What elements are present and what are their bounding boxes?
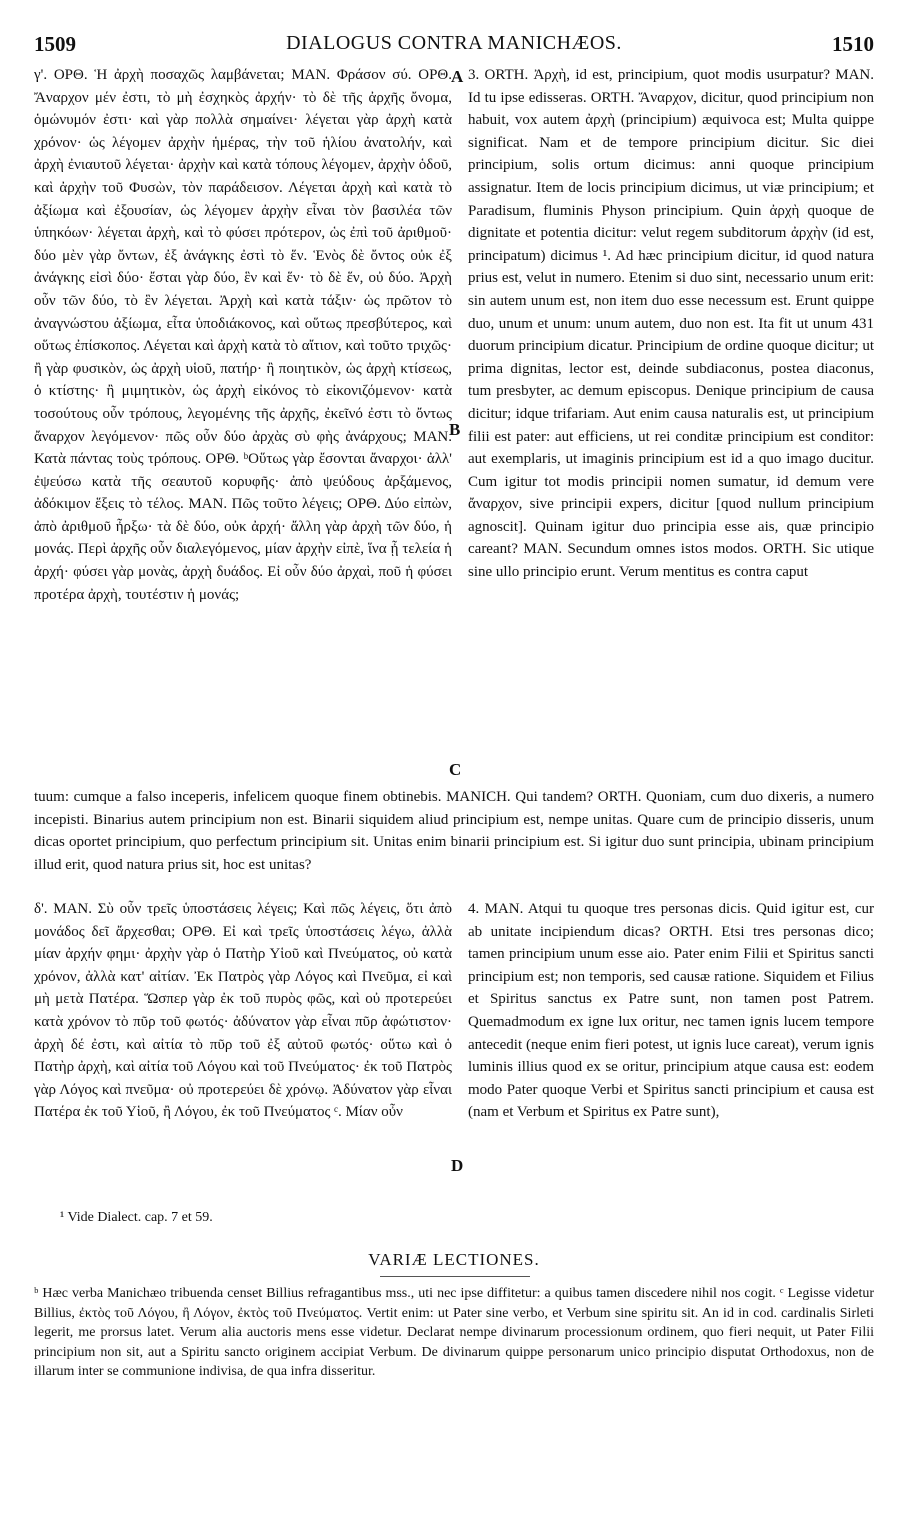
margin-marker-b: B bbox=[449, 420, 461, 439]
footnote: ¹ Vide Dialect. cap. 7 et 59. bbox=[60, 1210, 213, 1225]
running-title: DIALOGUS CONTRA MANICHÆOS. bbox=[286, 32, 622, 54]
greek-column-section-3 bbox=[34, 64, 452, 606]
latin-text-section-3: 3. ORTH. Ἀρχὴ, id est, principium, quot modis usurpatur? MAN. Id tu ipse edisseras. ORTH. Ἄναρχον, dicitur, quod principium non habuit, vox autem ἀρχὴ (principium) æquivoca est; Multa quippe significat. Nam et de tempore principium dicitur. Sic diei principium, solis ortum dicimus: anni quoque principium assignatur. Item de locis principium dicimus, ut viæ principium; et Paradisum, fluminis Physon principium. Quin ἀρχὴ quoque de dignitate et potentia dicitur: velut regem subditorum ἀρχὴν (id est, principatum) dicimus ¹. Ad hæc principium dicitur, id quod natura prius est, velut in numero. Etenim si duo sint, necessario unum erit: sin autem unum est, non item duo esse necessum est. Erunt quippe duo, unum et unum: unum autem, duo non est. Ita fit ut unum 431 duorum principium dicatur. Principium de ordine quoque dicitur; ut prima dignitas, lector est, deinde subdiaconus, postea diaconus, tum presbyter, ac demum episcopus. Denique principium de causa dicitur; idque trifariam. Aut enim causa naturalis est, ut principium filii est pater: aut efficiens, ut rei conditæ principium est conditor: aut exemplaris, ut imaginis principium est id a quo imago ducitur. Cum igitur tot modis principii nomen sumatur, id demum vere ἄναρχον, sive principii expers, dicitur [quod nullum principium agnoscit]. Quinam igitur duo principia esse ais, quæ principio careant? MAN. Secundum omnes istos modos. ORTH. Sic utique sine ullo principio erunt. Verum mentitus es contra caput bbox=[468, 67, 874, 581]
variae-lectiones-heading: VARIÆ LECTIONES. bbox=[368, 1250, 540, 1269]
greek-text-section-3: γ'. ΟΡΘ. Ἡ ἀρχὴ ποσαχῶς λαμβάνεται; ΜΑΝ. Φράσον σύ. ΟΡΘ. Ἄναρχον μέν ἐστι, τὸ μὴ ἐσχηκὸς ἀρχήν· τὸ δὲ τῆς ἀρχῆς ὄνομα, ὁμώνυμόν ἐστι· καὶ γὰρ πολλὰ σημαίνει· λέγεται γὰρ ἀρχὴ κατὰ χρόνον· ὡς λέγομεν ἀρχὴν ἡμέρας, τὴν τοῦ ἡλίου ἀνατολήν, καὶ ἀρχὴ ἐνιαυτοῦ λέγεται· ἀρχὴν καὶ κατὰ τόπους λέγομεν, ἀρχὴν ὁδοῦ, καὶ ἀρχὴν τοῦ Φυσὼν, τὸν παράδεισον. Λέγεται ἀρχὴ καὶ κατὰ τὸ ἀξίωμα καὶ ἐξουσίαν, ὡς λέγομεν ἀρχὴν εἶναι τὸν βασιλέα τῶν ὑπηκόων· λέγεται ἀρχὴ, καὶ τὸ φύσει πρότερον, ὡς ἐπὶ τοῦ ἀριθμοῦ· δύο μὲν γὰρ ὄντων, ἐξ ἀνάγκης ἐστὶ τὸ ἕν. Ἑνὸς δὲ ὄντος οὐκ ἐξ ἀνάγκης εἰσὶ δύο· ἔσται γὰρ δύο, ἓν καὶ ἕν· τὸ δὲ ἕν, οὐ δύο. Ἀρχὴ οὖν τῶν δύο, τὸ ἓν λέγεται. Ἀρχὴ καὶ κατὰ τάξιν· ὡς πρῶτον τὸ ἀναγνώστου ἀξίωμα, εἶτα ὑποδιάκονος, καὶ οὕτως πρεσβύτερος, καὶ οὕτως ἐπίσκοπος. Λέγεται καὶ ἀρχὴ κατὰ τὸ αἴτιον, καὶ τοῦτο τριχῶς· ἢ γὰρ φυσικὸν, ὡς ἀρχὴ υἱοῦ, πατήρ· ἢ ποιητικὸν, ὡς ἀρχὴ κτίσεως, ὁ κτίστης· ἢ μιμητικὸν, ὡς ἀρχὴ εἰκόνος τὸ εἰκονιζόμενον· κατὰ τοσούτους οὖν τρόπους, λεγομένης τῆς ἀρχῆς, ἐκεῖνό ἐστι τὸ ὄντως ἄναρχον λεγόμενον· πῶς οὖν δύο ἀρχὰς σὺ φὴς ἀνάρχους; ΜΑΝ. Κατὰ πάντας τοὺς τρόπους. ΟΡΘ. ᵇΟὕτως γὰρ ἔσονται ἄναρχοι· ἀλλ' ἐψεύσω κατὰ τῆς σεαυτοῦ κορυφῆς· ἀπὸ ψεύδους ἀρξάμενος, ἀδόκιμον ἕξεις τὸ τέλος. ΜΑΝ. Πῶς τοῦτο λέγεις; ΟΡΘ. Δύο εἰπὼν, ἀπὸ ἀριθμοῦ ἦρξω· τὰ δὲ δύο, οὐκ ἀρχή· ἄλλη γὰρ ἀρχὴ τῶν δύο, ἡ μονάς. Περὶ ἀρχῆς οὖν διαλεγόμενος, μίαν ἀρχὴν εἰπὲ, ἵνα ᾖ τελεία ἡ ἀρχή· φύσει γὰρ μονὰς, ἀρχὴ δυάδος. Εἰ οὖν δύο ἀρχαὶ, ποῦ ἡ φύσει προτέρα ἀρχὴ, τουτέστιν ἡ μονάς; bbox=[34, 67, 452, 603]
greek-column-section-4 bbox=[34, 898, 452, 1124]
margin-marker-c: C bbox=[449, 760, 462, 779]
greek-text-section-4: δ'. ΜΑΝ. Σὺ οὖν τρεῖς ὑποστάσεις λέγεις; Καὶ πῶς λέγεις, ὅτι ἀπὸ μονάδος δεῖ ἄρχεσθαι; ΟΡΘ. Εἰ καὶ τρεῖς ὑποστάσεις λέγω, ἀλλὰ μίαν ἀρχήν φημι· ἀρχὴν γὰρ ὁ Πατὴρ Υἱοῦ καὶ Πνεύματος, οὐ κατὰ χρόνον, ἀλλὰ κατ' αἰτίαν. Ἐκ Πατρὸς γὰρ Λόγος καὶ Πνεῦμα, εἰ καὶ μὴ μετὰ Πατέρα. Ὥσπερ γὰρ ἐκ τοῦ πυρὸς φῶς, καὶ οὐ προτερεύει κατὰ χρόνον τὸ πῦρ τοῦ φωτός· ἀδύνατον γὰρ εἶναι πῦρ ἀφώτιστον· ἀρχὴ δέ ἐστι, καὶ αἰτία τὸ πῦρ τοῦ ἐξ αὐτοῦ φωτός· οὕτω καὶ ὁ Πατὴρ ἀρχὴ, καὶ αἰτία τοῦ Λόγου καὶ τοῦ Πνεύματος· ἐκ τοῦ Πατρὸς γὰρ Λόγος καὶ πνεῦμα· οὐ προτερεύει δὲ χρόνῳ. Ἀδύνατον γὰρ εἶναι Πατέρα ἐκ τοῦ Υἱοῦ, ἢ Λόγου, ἐκ τοῦ Πνεύματος ᶜ. Μίαν οὖν bbox=[34, 901, 452, 1121]
page-number-left: 1509 bbox=[34, 32, 76, 56]
latin-column-section-3 bbox=[468, 64, 874, 584]
heading-underline bbox=[380, 1276, 530, 1277]
variae-lectiones-notes: ᵇ Hæc verba Manichæo tribuenda censet Billius refragantibus mss., uti nec ipse diffitetur: a quibus tamen discedere nihil nos cogit. ᶜ Legisse videtur Billius, ἐκτὸς τοῦ Λόγου, ἢ Λόγον, ἐκτὸς τοῦ Πνεύματος. Vertit enim: ut Pater sine verbo, et Verbum sine spiritu sit. An id in cod. cardinalis Sirleti legerit, me prorsus latet. Verum alia auctoris mens esse videtur. Declarat nempe divinarum processionum ordinem, quo fieri nequit, ut Pater Filii principium non sit, aut a Spiritu sancto originem accipiat Verbum. De divinarum quippe personarum unico principio disputat Orthodoxus, non de illarum inter se communione indivisa, de qua infra disseritur. bbox=[34, 1286, 874, 1379]
latin-column-section-4 bbox=[468, 898, 874, 1124]
margin-marker-d: D bbox=[451, 1156, 464, 1175]
page-number-right: 1510 bbox=[832, 32, 874, 56]
latin-text-section-4: 4. MAN. Atqui tu quoque tres personas dicis. Quid igitur est, cur ab unitate incipiendum dicas? ORTH. Etsi tres personas dico; tamen principium unum esse aio. Pater enim Filii et Spiritus sancti principium est; non temporis, sed causæ ratione. Siquidem et Filius et Spiritus sanctus ex Patre sunt, non tamen post Patrem. Quemadmodum ex igne lux oritur, nec tamen ignis lucem tempore antecedit (neque enim fieri potest, ut ignis luce careat), verum ignis luminis illius quod ex se oritur, principium atque causa est: eodem modo Pater quoque Verbi et Spiritus sancti principium et causa est (nam et Verbum et Spiritus ex Patre sunt), bbox=[468, 901, 874, 1121]
full-width-latin-continuation: tuum: cumque a falso inceperis, infelicem quoque finem obtinebis. MANICH. Qui tandem? ORTH. Quoniam, cum duo dixeris, a numero incepisti. Binarius autem principium non est. Binarii siquidem aliud principium est, nempe unitas. Quare cum de principio disseris, unum dicas oportet principium, quo perfectum principium sit. Unitas enim binarii principium est. Si igitur duo sunt principia, ubinam principium illud erit, quod natura prius sit, hoc est unitas? bbox=[34, 789, 874, 873]
margin-marker-a: A bbox=[451, 67, 464, 86]
page-header bbox=[34, 32, 874, 62]
